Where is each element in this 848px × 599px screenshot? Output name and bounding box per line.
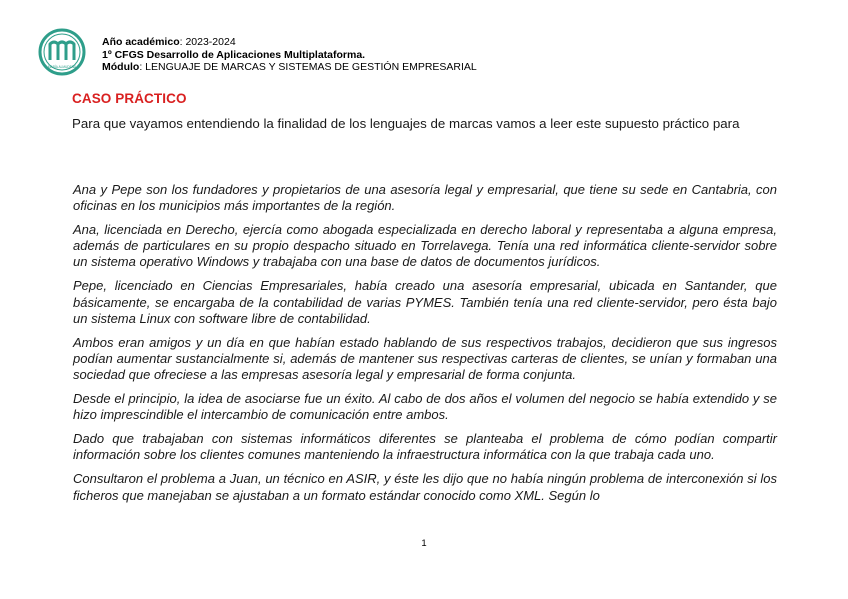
- paragraph: Pepe, licenciado en Ciencias Empresariales, había creado una asesoría empresarial, ubicada en Santander, que básicamente, se encargaba de la contabilidad de varias PYMES. También tenía una red cliente-servidor, pero ésta bajo un sistema Linux con software libre de contabilidad.: [73, 278, 777, 326]
- paragraph: Dado que trabajaban con sistemas informáticos diferentes se planteaba el problema de cómo podían compartir información sobre los clientes comunes manteniendo la infraestructura informática con la que trabaja cada uno.: [73, 431, 777, 463]
- module-line: Módulo: LENGUAJE DE MARCAS Y SISTEMAS DE GESTIÓN EMPRESARIAL: [102, 61, 477, 73]
- school-logo-icon: [38, 28, 86, 76]
- intro-text: Para que vayamos entendiendo la finalidad de los lenguajes de marcas vamos a leer este supuesto práctico para: [72, 116, 740, 131]
- logo-text: MARÍA ALMUDENA: [47, 65, 77, 69]
- paragraph: Consultaron el problema a Juan, un técnico en ASIR, y éste les dijo que no había ningún problema de interconexión si los ficheros que manejaban se ajustaban a un formato estándar conocido como XML. Según lo: [73, 471, 777, 503]
- story-body: [73, 182, 777, 504]
- paragraph: Ana, licenciada en Derecho, ejercía como abogada especializada en derecho laboral y representaba a alguna empresa, además de particulares en su propio despacho situado en Torrelavega. Tenía una red informática cliente-servidor sobre un sistema operativo Windows y trabajaba con una base de datos de documentos jurídicos.: [73, 222, 777, 270]
- course-line: 1º CFGS Desarrollo de Aplicaciones Multiplataforma.: [102, 48, 366, 61]
- page-number: 1: [421, 538, 427, 549]
- paragraph: Ana y Pepe son los fundadores y propietarios de una asesoría legal y empresarial, que tiene su sede en Cantabria, con oficinas en los municipios más importantes de la región.: [73, 182, 777, 214]
- document-header: [102, 36, 477, 74]
- paragraph: Ambos eran amigos y un día en que habían estado hablando de sus respectivos trabajos, decidieron que sus ingresos podían aumentar sustancialmente si, además de mantener sus respectivas carteras de clientes, se unían y formaban una sociedad que ofreciese a las empresas asesoría legal y empresarial de forma conjunta.: [73, 334, 777, 382]
- paragraph: Desde el principio, la idea de asociarse fue un éxito. Al cabo de dos años el volumen del negocio se había extendido y se hizo imprescindible el intercambio de comunicación entre ambos.: [73, 391, 777, 423]
- academic-year-line: Año académico: 2023-2024: [102, 36, 236, 48]
- case-title: CASO PRÁCTICO: [72, 91, 187, 106]
